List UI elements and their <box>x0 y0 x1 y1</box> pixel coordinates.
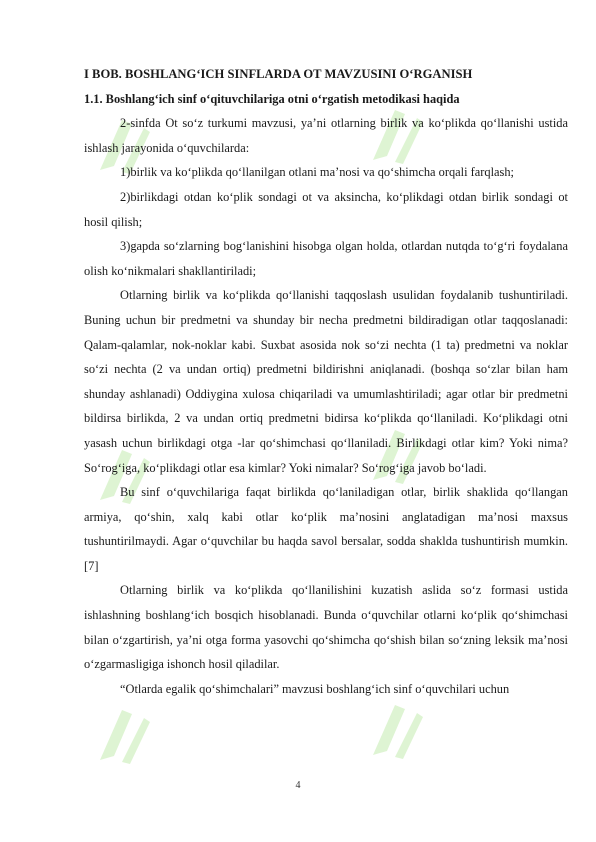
page-number: 4 <box>295 780 301 791</box>
paragraph: Otlarning birlik va ko‘plikda qo‘llanishi taqqoslash usulidan foydalanib tushuntiriladi. Buning uchun bir predmetni va shunday bir necha predmetni bildiradigan otlar taqqoslanadi: Qalam-qalamlar, nok-noklar kabi. Suxbat asosida nok so‘zi nechta (1 ta) predmetni va noklar so‘zi nechta (2 va undan ortiq) predmetni bildirishni aniqlanadi. (boshqa so‘zlar bilan ham shunday ashlanadi) Oddiygina xulosa chiqariladi va umumlashtiriladi; agar otlar bir predmetni bildirsa birlikda, 2 va undan ortiq predmetni bidirsa ko‘plikda qo‘llaniladi. Ko‘plikdagi otni yasash uchun birlikdagi otga -lar qo‘shimchasi qo‘llaniladi. Birlikdagi otlar kim? Yoki nima? So‘rog‘iga, ko‘plikdagi otlar esa kimlar? Yoki nimalar? So‘rog‘iga javob bo‘ladi. <box>84 288 568 475</box>
chapter-title: I BOB. BOSHLANG‘ICH SINFLARDA OT MAVZUSINI O‘RGANISH <box>84 67 473 81</box>
paragraph: 3)gapda so‘zlarning bog‘lanishini hisobga olgan holda, otlardan nutqda to‘g‘ri foydalana olish ko‘nikmalari shakllantiriladi; <box>84 239 568 278</box>
section-title: 1.1. Boshlang‘ich sinf o‘qituvchilariga otni o‘rgatish metodikasi haqida <box>84 91 460 106</box>
paragraph: 2)birlikdagi otdan ko‘plik sondagi ot va aksincha, ko‘plikdagi otdan birlik sondagi ot hosil qilish; <box>84 189 568 229</box>
document-body <box>84 62 568 701</box>
paragraph: 2-sinfda Ot so‘z turkumi mavzusi, ya’ni otlarning birlik va ko‘plikda qo‘llanishi ustida ishlash jarayonida o‘quvchilarda: <box>84 116 568 155</box>
paragraph: “Otlarda egalik qo‘shimchalari” mavzusi boshlang‘ich sinf o‘quvchilari uchun <box>120 681 510 696</box>
paragraph: Otlarning birlik va ko‘plikda qo‘llanilishini kuzatish aslida so‘z formasi ustida ishlashning boshlang‘ich bosqich hisoblanadi. Bunda o‘quvchilar otlarni ko‘plik qo‘shimchasi bilan o‘zgartirish, ya’ni otga forma yasovchi qo‘shimcha qo‘shish bilan so‘zning leksik ma’nosi o‘zgarmasligiga ishonch hosil qiladilar. <box>84 583 568 672</box>
paragraph: Bu sinf o‘quvchilariga faqat birlikda qo‘laniladigan otlar, birlik shaklida qo‘llangan armiya, qo‘shin, xalq kabi otlar ko‘plik ma’nosini anglatadigan ma’nosi maxsus tushuntirilmaydi. Agar o‘quvchilar bu haqda savol bersalar, sodda shaklda tushuntirish mumkin.[7] <box>84 485 568 573</box>
paragraph: 1)birlik va ko‘plikda qo‘llanilgan otlani ma’nosi va qo‘shimcha orqali farqlash; <box>120 165 514 180</box>
watermark-leaf-icon <box>365 695 425 765</box>
watermark-leaf-icon <box>92 700 152 770</box>
